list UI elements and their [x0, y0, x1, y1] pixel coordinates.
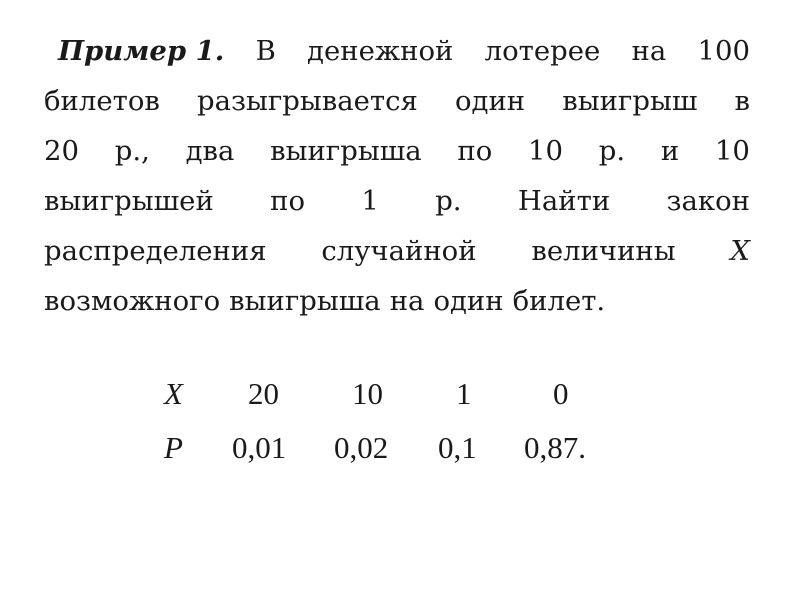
- word: билет.: [512, 285, 606, 317]
- word: возможного: [44, 285, 221, 317]
- word: р.: [598, 135, 626, 167]
- x-value: 1: [456, 376, 472, 411]
- problem-line-5: [44, 226, 750, 276]
- p-value: 0,1: [438, 430, 477, 465]
- p-value: 0,01: [232, 430, 287, 465]
- word: 10: [714, 135, 750, 167]
- word: на: [631, 35, 667, 67]
- x-value: 0: [553, 376, 569, 411]
- word: величины: [531, 235, 676, 267]
- word: по: [457, 135, 493, 167]
- word: р.,: [114, 135, 150, 167]
- word: два: [185, 135, 235, 167]
- word: билетов: [44, 85, 160, 117]
- random-variable-symbol: X: [730, 235, 750, 267]
- word: выигрыша: [229, 285, 381, 317]
- word: на: [389, 285, 425, 317]
- word: лотерее: [484, 35, 601, 67]
- word: 100: [697, 35, 750, 67]
- word: и: [660, 135, 680, 167]
- word: распределения: [44, 235, 267, 267]
- word: р.: [435, 185, 462, 217]
- problem-line-2: [44, 76, 750, 126]
- word: случайной: [321, 235, 477, 267]
- row-label-p: P: [164, 430, 183, 465]
- word: разыгрывается: [196, 85, 418, 117]
- p-value: 0,02: [334, 430, 389, 465]
- problem-statement: [44, 26, 750, 326]
- row-label-x: X: [164, 376, 183, 411]
- word: денежной: [307, 35, 454, 67]
- word: 20: [44, 135, 79, 167]
- example-heading: Пример 1.: [58, 35, 225, 67]
- word: Найти: [517, 185, 611, 217]
- word: по: [270, 185, 306, 217]
- p-value: 0,87.: [524, 430, 586, 465]
- problem-line-3: [44, 126, 750, 176]
- word: закон: [666, 185, 750, 217]
- word: В: [255, 35, 276, 67]
- word: выигрыш: [562, 85, 698, 117]
- word: 1: [361, 185, 379, 217]
- problem-line-4: [44, 176, 750, 226]
- problem-line-6: [44, 276, 750, 326]
- word: выигрышей: [44, 185, 214, 217]
- x-value: 20: [248, 376, 279, 411]
- word: один: [433, 285, 504, 317]
- word: один: [454, 85, 526, 117]
- problem-line-1: [44, 26, 750, 76]
- word: 10: [528, 135, 564, 167]
- x-value: 10: [352, 376, 383, 411]
- word: в: [734, 85, 750, 117]
- word: выигрыша: [270, 135, 422, 167]
